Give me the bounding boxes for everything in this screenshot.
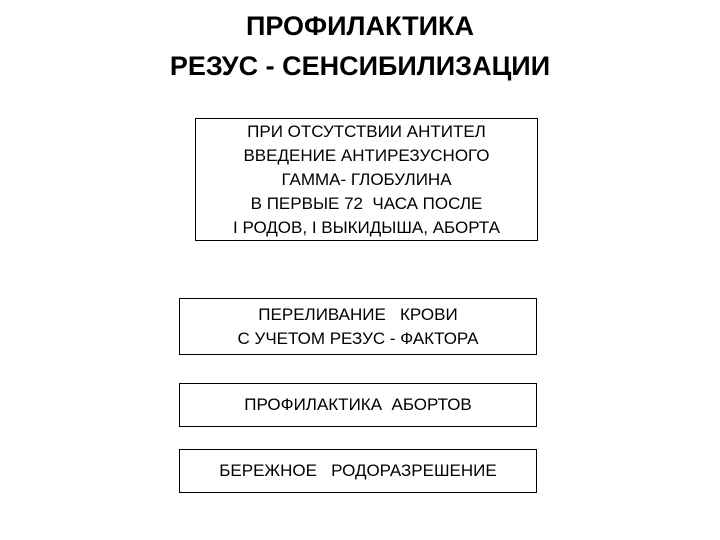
box-1-line-3: ГАММА- ГЛОБУЛИНА bbox=[281, 169, 452, 189]
box-4-line-1: БЕРЕЖНОЕ РОДОРАЗРЕШЕНИЕ bbox=[219, 461, 497, 480]
box-1-line-4: В ПЕРВЫЕ 72 ЧАСА ПОСЛЕ bbox=[250, 193, 483, 213]
box-3-line-1: ПРОФИЛАКТИКА АБОРТОВ bbox=[244, 395, 472, 414]
box-careful-delivery bbox=[179, 449, 537, 493]
box-abortion-prevention bbox=[179, 383, 537, 427]
box-blood-transfusion bbox=[179, 298, 537, 355]
box-2-line-1: ПЕРЕЛИВАНИЕ КРОВИ bbox=[258, 304, 458, 324]
box-1-line-1: ПРИ ОТСУТСТВИИ АНТИТЕЛ bbox=[247, 121, 486, 141]
title-line-1: ПРОФИЛАКТИКА bbox=[246, 11, 474, 41]
box-2-line-2: С УЧЕТОМ РЕЗУС - ФАКТОРА bbox=[237, 328, 479, 348]
box-antibody-gamma-globulin bbox=[195, 118, 538, 241]
box-1-line-2: ВВЕДЕНИЕ АНТИРЕЗУСНОГО bbox=[243, 145, 490, 165]
title-line-2: РЕЗУС - СЕНСИБИЛИЗАЦИИ bbox=[169, 51, 551, 81]
box-1-line-5: I РОДОВ, I ВЫКИДЫША, АБОРТА bbox=[233, 217, 500, 237]
slide-title bbox=[0, 6, 720, 86]
